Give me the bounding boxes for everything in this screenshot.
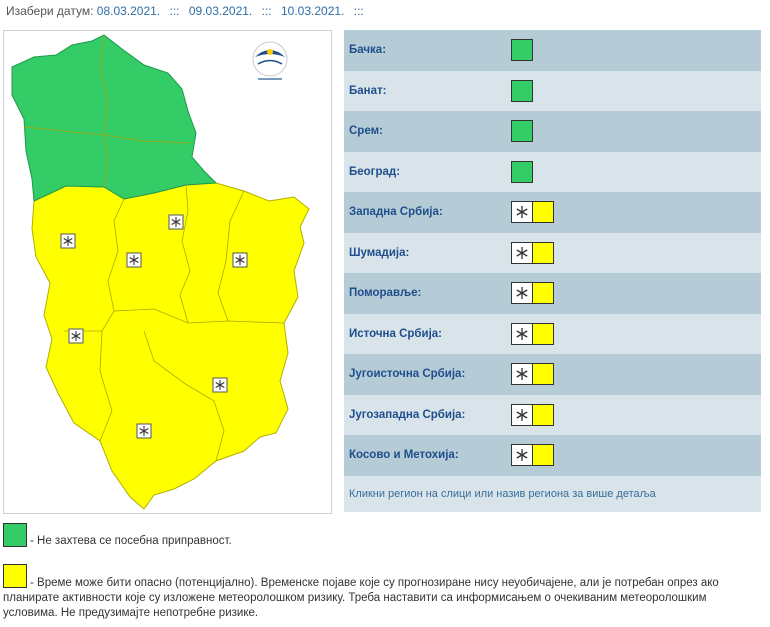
level-yellow-square	[533, 404, 554, 426]
level-green-square	[511, 161, 533, 183]
warning-indicator	[511, 201, 554, 223]
region-name[interactable]: Југоисточна Србија:	[349, 368, 466, 380]
region-name[interactable]: Банат:	[349, 84, 387, 97]
date-link-1[interactable]: 08.03.2021.	[96, 4, 161, 18]
snowflake-icon[interactable]	[61, 234, 75, 248]
snowflake-icon[interactable]	[213, 378, 227, 392]
level-green-square	[511, 39, 533, 61]
date-link-2[interactable]: 09.03.2021.	[188, 4, 253, 18]
date-separator: :::	[261, 4, 272, 18]
region-row-bachka[interactable]	[344, 30, 761, 71]
snowflake-icon[interactable]	[127, 253, 141, 267]
warning-indicator	[511, 282, 554, 304]
region-row-zapadna-srbija[interactable]	[344, 192, 761, 233]
region-name[interactable]: Срем:	[349, 125, 383, 137]
snowflake-icon	[511, 282, 533, 304]
warning-indicator	[511, 80, 533, 102]
region-name[interactable]: Косово и Метохија:	[349, 449, 459, 461]
snowflake-icon[interactable]	[137, 424, 151, 438]
map-region-north[interactable]	[12, 35, 216, 201]
snowflake-icon	[511, 242, 533, 264]
level-yellow-square	[533, 444, 554, 466]
region-name[interactable]: Источна Србија:	[349, 327, 443, 340]
region-name[interactable]: Поморавље:	[349, 287, 422, 299]
warning-indicator	[511, 120, 533, 142]
region-name[interactable]: Југозападна Србија:	[349, 408, 466, 421]
warning-indicator	[511, 161, 533, 183]
level-yellow-square	[533, 282, 554, 304]
warning-indicator	[511, 444, 554, 466]
rhmz-logo-icon	[253, 42, 287, 80]
region-name[interactable]: Шумадија:	[349, 246, 410, 259]
table-footer-hint: Кликни регион на слици или назив региона за више детаља	[344, 476, 761, 512]
snowflake-icon[interactable]	[69, 329, 83, 343]
level-yellow-square	[533, 323, 554, 345]
snowflake-icon[interactable]	[169, 215, 183, 229]
region-row-srem[interactable]	[344, 111, 761, 152]
region-row-beograd[interactable]	[344, 152, 761, 193]
snowflake-icon	[511, 444, 533, 466]
legend-green-text: - Не захтева се посебна приправност.	[30, 535, 232, 547]
warning-indicator	[511, 404, 554, 426]
legend-yellow-text: - Време може бити опасно (потенцијално). Временске појаве које су прогнозиране нису неуобичајене, али је потребан опрез ако планирате активности које су изложене метеоролошком ризику. Треба наставити са информисањем о очекиваним метеоролошким условима. Не предузимајте непотребне ризике.	[3, 577, 719, 619]
region-row-jugoistocna-srbija[interactable]	[344, 354, 761, 395]
region-row-jugozapadna-srbija[interactable]	[344, 395, 761, 436]
region-row-pomoravlje[interactable]	[344, 273, 761, 314]
legend-yellow-square	[3, 564, 27, 588]
level-green-square	[511, 120, 533, 142]
region-row-istocna-srbija[interactable]	[344, 314, 761, 355]
level-yellow-square	[533, 363, 554, 385]
region-name[interactable]: Београд:	[349, 165, 401, 178]
serbia-map	[4, 31, 331, 513]
region-table	[344, 30, 761, 512]
level-yellow-square	[533, 201, 554, 223]
warning-indicator	[511, 39, 533, 61]
warning-indicator	[511, 242, 554, 264]
warning-indicator	[511, 323, 554, 345]
legend-green-square	[3, 523, 27, 547]
date-separator: :::	[353, 4, 364, 18]
snowflake-icon	[511, 363, 533, 385]
snowflake-icon	[511, 404, 533, 426]
region-name[interactable]: Бачка:	[349, 44, 387, 56]
date-separator: :::	[169, 4, 180, 18]
level-yellow-square	[533, 242, 554, 264]
legend-yellow	[3, 564, 763, 624]
snowflake-icon[interactable]	[233, 253, 247, 267]
region-row-sumadija[interactable]	[344, 233, 761, 274]
region-row-kosovo-i-metohija[interactable]	[344, 435, 761, 476]
warning-indicator	[511, 363, 554, 385]
date-link-3[interactable]: 10.03.2021.	[280, 4, 345, 18]
warning-map	[3, 30, 332, 514]
region-name[interactable]: Западна Србија:	[349, 206, 443, 218]
date-selector	[6, 4, 370, 18]
snowflake-icon	[511, 323, 533, 345]
snowflake-icon	[511, 201, 533, 223]
level-green-square	[511, 80, 533, 102]
date-selector-label: Изабери датум:	[6, 4, 94, 18]
map-region-south[interactable]	[32, 183, 309, 509]
region-row-banat[interactable]	[344, 71, 761, 112]
legend-green	[3, 523, 763, 553]
